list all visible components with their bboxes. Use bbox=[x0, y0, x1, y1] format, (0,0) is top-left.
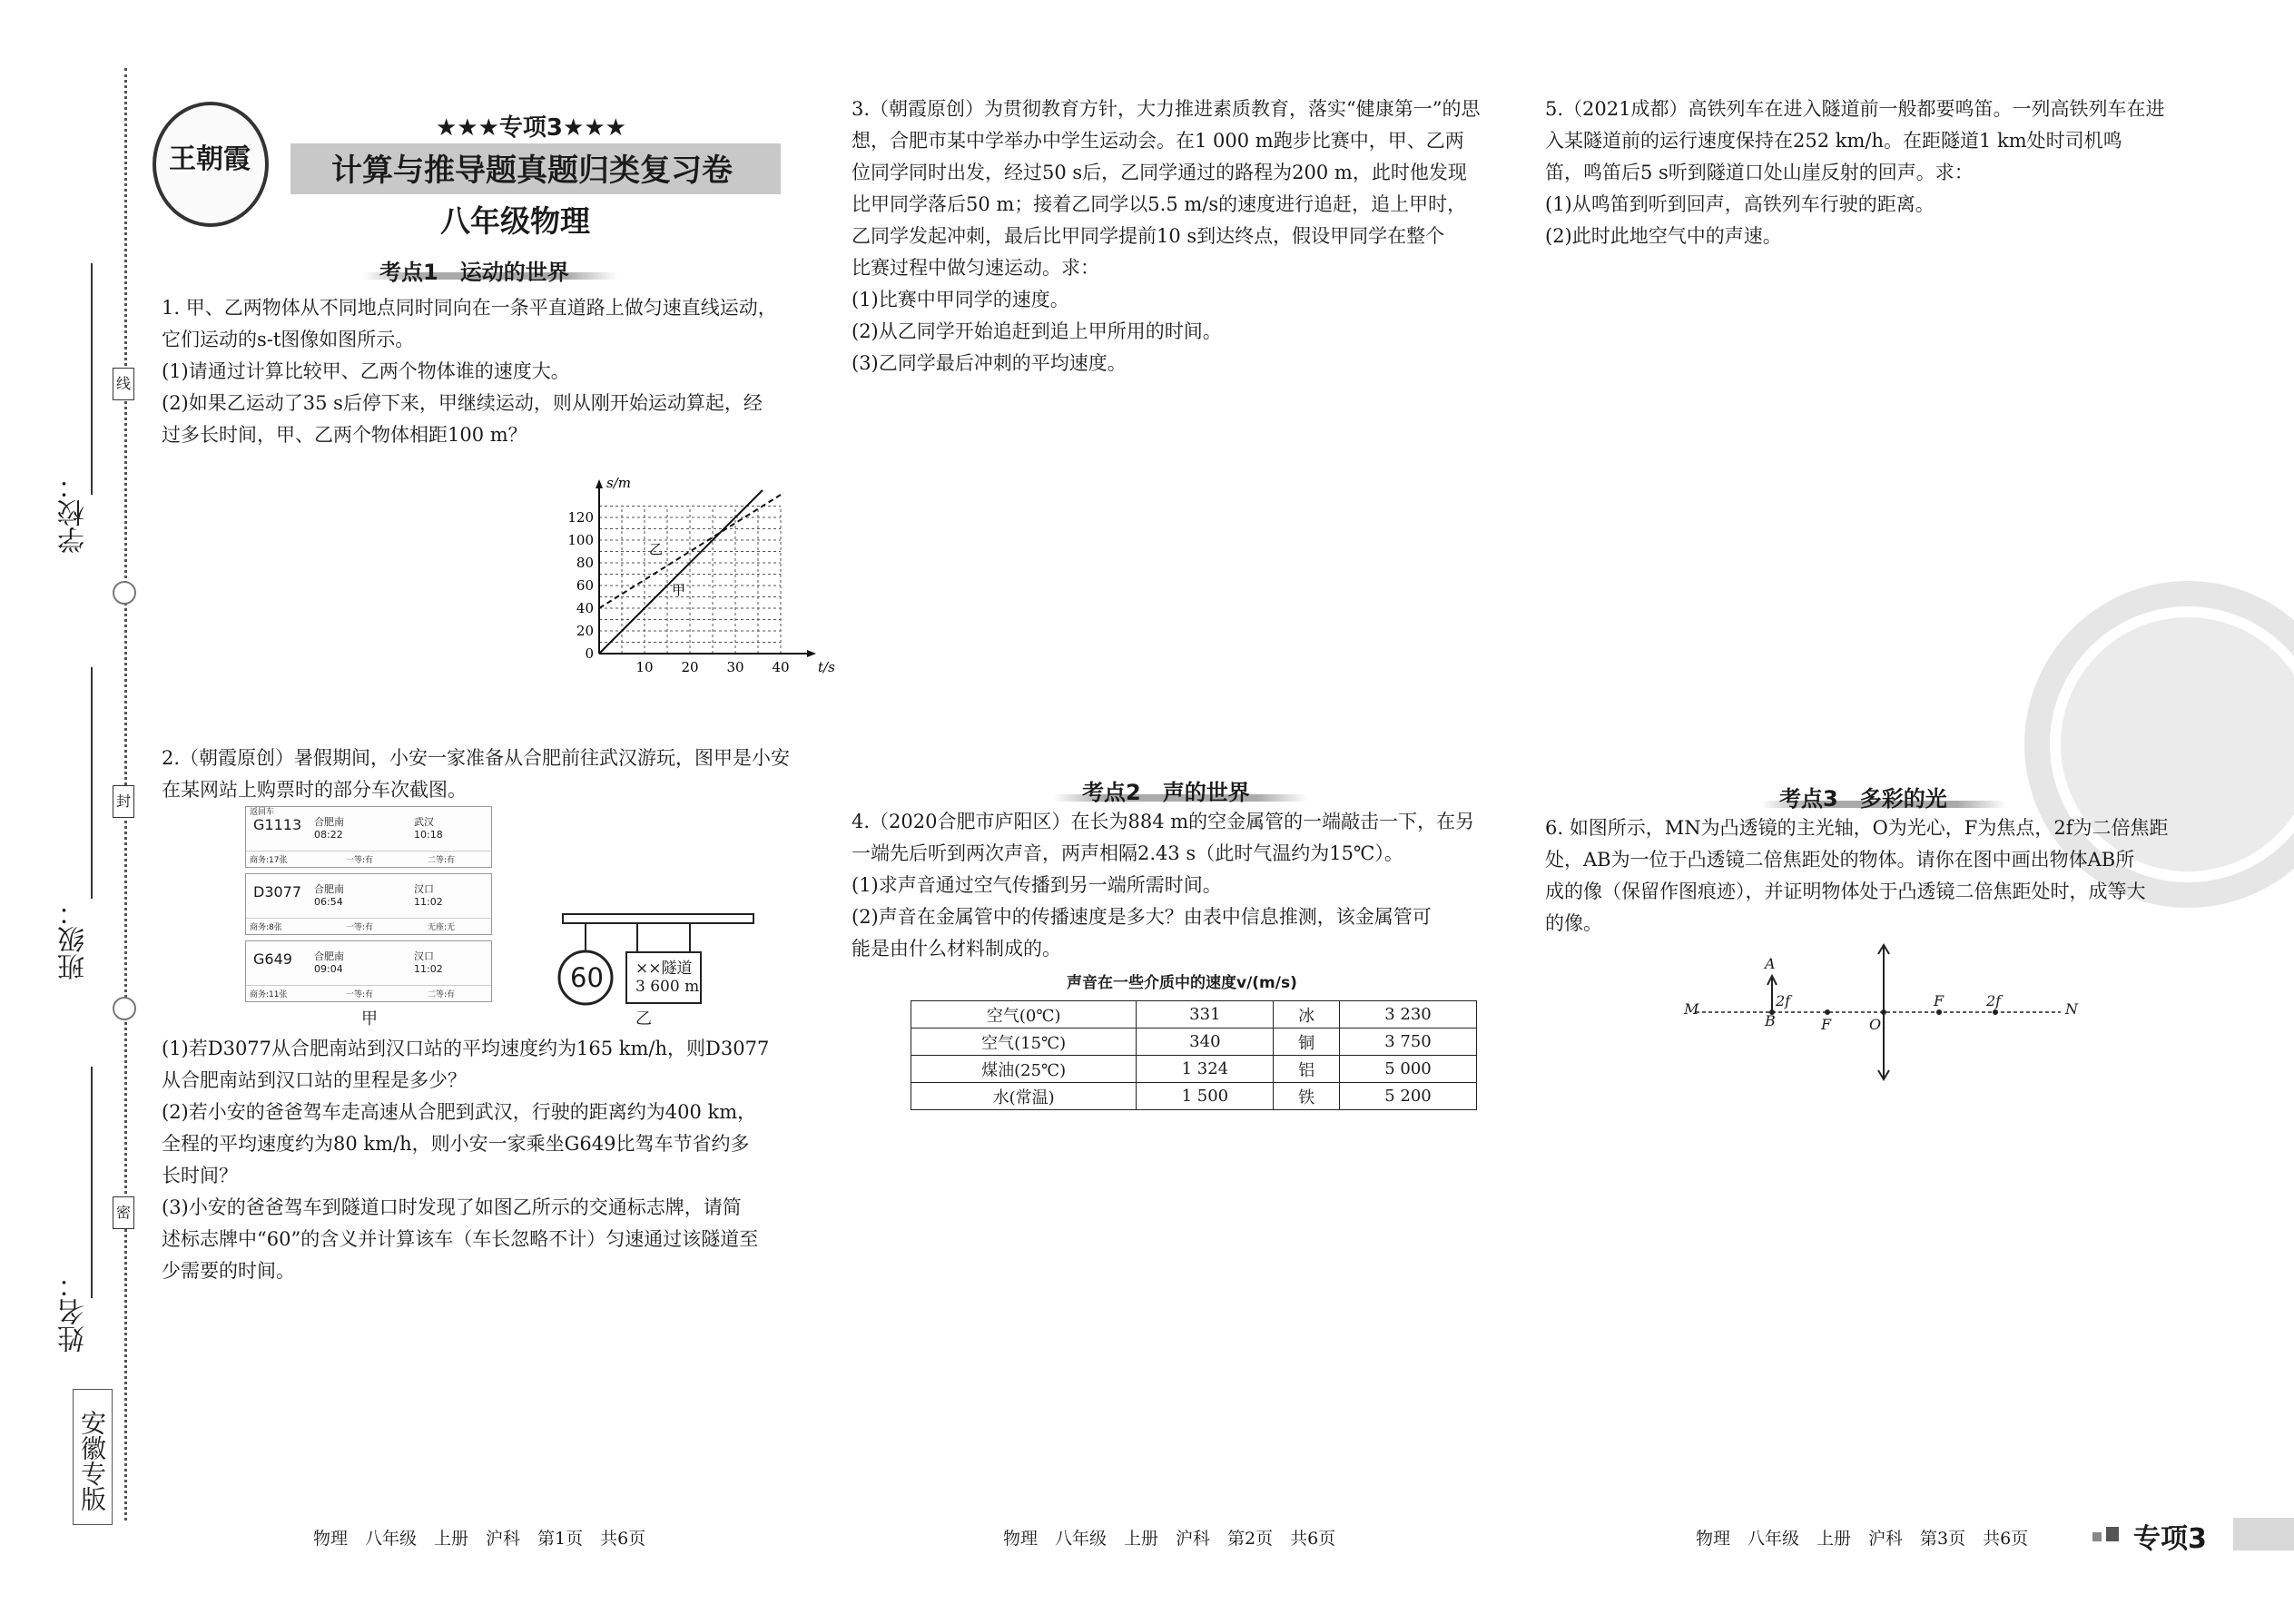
table-row bbox=[911, 1056, 1477, 1083]
label-a: A bbox=[1765, 955, 1776, 972]
binding-box-xian: 线 bbox=[113, 368, 134, 400]
series-line-jia bbox=[599, 490, 763, 654]
q2-part-line: 述标志牌中“60”的含义并计算该车（车长忽略不计）匀速通过该隧道至 bbox=[162, 1228, 759, 1250]
footer-tab bbox=[2233, 1518, 2294, 1550]
dep-time: 06:54 bbox=[314, 896, 343, 908]
to-station: 汉口 bbox=[414, 883, 434, 895]
q4-line: (1)求声音通过空气传播到另一端所需时间。 bbox=[852, 874, 1222, 896]
table-row bbox=[911, 1029, 1477, 1056]
name-underline bbox=[91, 1067, 93, 1298]
footer-page-3: 物理 八年级 上册 沪科 第3页 共6页 bbox=[1696, 1529, 2029, 1549]
class-label: 班级： bbox=[58, 899, 90, 980]
figure-label-yi: 乙 bbox=[635, 1009, 652, 1029]
x-axis-arrow bbox=[807, 650, 816, 657]
series-label-jia: 甲 bbox=[672, 582, 686, 598]
section-title-3: 考点3 多彩的光 bbox=[1779, 786, 1947, 812]
class-underline bbox=[91, 667, 93, 899]
q2-part-line: (3)小安的爸爸驾车到隧道口时发现了如图乙所示的交通标志牌，请简 bbox=[162, 1196, 742, 1218]
label-o: O bbox=[1869, 1016, 1882, 1033]
q3-line: (2)从乙同学开始追赶到追上甲所用的时间。 bbox=[852, 320, 1222, 342]
arr-time: 11:02 bbox=[414, 896, 443, 908]
q5-line: (2)此时此地空气中的声速。 bbox=[1545, 225, 1782, 247]
seat-info bbox=[246, 851, 491, 868]
table-cell: 331 bbox=[1137, 1001, 1274, 1029]
s-t-chart bbox=[545, 472, 835, 681]
table-cell: 1 324 bbox=[1137, 1056, 1274, 1083]
q1-line: 它们运动的s-t图像如图所示。 bbox=[162, 329, 415, 350]
table-cell: 340 bbox=[1137, 1029, 1274, 1056]
x-tick-label: 20 bbox=[681, 659, 699, 675]
to-station: 汉口 bbox=[414, 950, 434, 962]
question-1 bbox=[162, 292, 777, 451]
q3-line: 乙同学发起冲刺，最后比甲同学提前10 s到达终点，假设甲同学在整个 bbox=[852, 225, 1445, 247]
q5-line: 入某隧道前的运行速度保持在252 km/h。在距隧道1 km处时司机鸣 bbox=[1545, 130, 2122, 152]
label-2f-left: 2f bbox=[1776, 992, 1791, 1009]
q6-line: 成的像（保留作图痕迹），并证明物体处于凸透镜二倍焦距处时，成等大 bbox=[1545, 881, 2146, 902]
table-cell: 5 200 bbox=[1339, 1083, 1476, 1110]
footer-page-1: 物理 八年级 上册 沪科 第1页 共6页 bbox=[313, 1529, 646, 1549]
binding-hole bbox=[113, 581, 136, 605]
table-cell: 3 230 bbox=[1339, 1001, 1476, 1029]
q5-line: 5.（2021成都）高铁列车在进入隧道前一般都要鸣笛。一列高铁列车在进 bbox=[1545, 98, 2165, 120]
y-tick-label: 40 bbox=[576, 600, 594, 616]
seat-class: 一等:有 bbox=[346, 856, 374, 865]
q1-line: (2)如果乙运动了35 s后停下来，甲继续运动，则从刚开始运动算起，经 bbox=[162, 392, 763, 414]
y-tick-label: 100 bbox=[567, 532, 594, 548]
q2-line: 在某网站上购票时的部分车次截图。 bbox=[162, 779, 467, 801]
table-cell: 冰 bbox=[1274, 1001, 1340, 1029]
label-2f-right: 2f bbox=[1986, 992, 2002, 1009]
question-5 bbox=[1545, 94, 2164, 252]
series-label: ★★★专项3★★★ bbox=[436, 114, 626, 142]
dep-time: 08:22 bbox=[314, 829, 343, 841]
q4-line: (2)声音在金属管中的传播速度是多大？由表中信息推测，该金属管可 bbox=[852, 906, 1432, 928]
brand-logo-text: 王朝霞 bbox=[169, 143, 251, 175]
q1-line: 1. 甲、乙两物体从不同地点同时同向在一条平直道路上做匀速直线运动， bbox=[162, 297, 777, 319]
seat-class: 商务:17张 bbox=[250, 856, 288, 865]
train-code: G1113 bbox=[253, 816, 302, 833]
seat-class: 商务:8张 bbox=[250, 923, 282, 932]
from-station: 合肥南 bbox=[314, 816, 344, 828]
label-f-left: F bbox=[1821, 1016, 1832, 1033]
q2-line: 2.（朝霞原创）暑假期间，小安一家准备从合肥前往武汉游玩，图甲是小安 bbox=[162, 747, 791, 769]
ticket-header: 返回车 bbox=[250, 808, 275, 817]
q2-part-line: 从合肥南站到汉口站的里程是多少？ bbox=[162, 1069, 467, 1091]
table-cell: 3 750 bbox=[1339, 1029, 1476, 1056]
question-3 bbox=[852, 94, 1481, 379]
lens-diagram bbox=[1670, 940, 2088, 1085]
q2-part-line: 长时间？ bbox=[162, 1165, 238, 1186]
train-code: D3077 bbox=[253, 883, 302, 901]
table-cell: 水(常温) bbox=[911, 1083, 1137, 1110]
q3-line: (1)比赛中甲同学的速度。 bbox=[852, 289, 1069, 310]
label-m: M bbox=[1684, 1000, 1699, 1018]
tunnel-name: ××隧道 bbox=[635, 960, 693, 978]
tunnel-length: 3 600 m bbox=[635, 978, 700, 996]
q3-line: 比赛过程中做匀速运动。求： bbox=[852, 257, 1099, 279]
table-cell: 铝 bbox=[1274, 1056, 1340, 1083]
y-tick-label: 60 bbox=[576, 577, 594, 594]
table-cell: 空气(15℃) bbox=[911, 1029, 1137, 1056]
origin-label: 0 bbox=[585, 645, 594, 662]
school-underline bbox=[91, 263, 93, 495]
train-code: G649 bbox=[253, 950, 292, 968]
q3-line: (3)乙同学最后冲刺的平均速度。 bbox=[852, 352, 1127, 374]
arr-time: 11:02 bbox=[414, 963, 443, 975]
ticket-row bbox=[245, 940, 492, 1002]
x-tick-label: 30 bbox=[726, 659, 744, 675]
q3-line: 比甲同学落后50 m；接着乙同学以5.5 m/s的速度进行追赶，追上甲时， bbox=[852, 193, 1467, 215]
q2-part-line: (2)若小安的爸爸驾车走高速从合肥到武汉，行驶的距离约为400 km， bbox=[162, 1101, 757, 1123]
q6-line: 的像。 bbox=[1545, 912, 1602, 934]
q2-part-line: 全程的平均速度约为80 km/h，则小安一家乘坐G649比驾车节省约多 bbox=[162, 1133, 750, 1155]
seat-class: 商务:11张 bbox=[250, 990, 288, 999]
question-2-parts bbox=[162, 1033, 769, 1287]
table-cell: 铜 bbox=[1274, 1029, 1340, 1056]
q6-line: 处，AB为一位于凸透镜二倍焦距处的物体。请你在图中画出物体AB所 bbox=[1545, 849, 2135, 871]
y-axis-arrow bbox=[596, 479, 603, 488]
twof-right bbox=[1993, 1009, 1998, 1015]
y-axis-label: s/m bbox=[606, 475, 631, 491]
x-tick-label: 10 bbox=[635, 659, 654, 675]
focus-left bbox=[1825, 1009, 1830, 1015]
x-axis-label: t/s bbox=[818, 659, 835, 675]
table-cell: 煤油(25℃) bbox=[911, 1056, 1137, 1083]
q2-part-line: (1)若D3077从合肥南站到汉口站的平均速度约为165 km/h，则D3077 bbox=[162, 1038, 770, 1059]
x-tick-label: 40 bbox=[772, 659, 790, 675]
table-row bbox=[911, 1001, 1477, 1029]
page-subtitle: 八年级物理 bbox=[440, 203, 590, 239]
question-6 bbox=[1545, 812, 2169, 940]
focus-right bbox=[1936, 1009, 1942, 1015]
table-cell: 空气(0℃) bbox=[911, 1001, 1137, 1029]
figure-label-jia: 甲 bbox=[361, 1009, 378, 1029]
seat-class: 无座:无 bbox=[428, 923, 456, 932]
binding-hole bbox=[113, 997, 136, 1020]
arr-time: 10:18 bbox=[414, 829, 443, 841]
binding-box-feng: 封 bbox=[113, 785, 134, 818]
q2-part-line: 少需要的时间。 bbox=[162, 1260, 295, 1282]
q3-line: 3.（朝霞原创）为贯彻教育方针，大力推进素质教育，落实“健康第一”的思 bbox=[852, 98, 1481, 120]
q1-line: (1)请通过计算比较甲、乙两个物体谁的速度大。 bbox=[162, 360, 570, 382]
speed-table bbox=[911, 1000, 1477, 1110]
speed-limit-value: 60 bbox=[570, 962, 604, 993]
y-tick-label: 120 bbox=[567, 509, 594, 526]
y-tick-label: 80 bbox=[576, 555, 594, 571]
ticket-row bbox=[245, 873, 492, 935]
binding-box-mi: 密 bbox=[113, 1196, 134, 1229]
q3-line: 位同学同时出发，经过50 s后，乙同学通过的路程为200 m，此时他发现 bbox=[852, 162, 1467, 183]
section-title-1: 考点1 运动的世界 bbox=[379, 260, 569, 285]
seat-class: 一等:有 bbox=[346, 990, 374, 999]
table-cell: 5 000 bbox=[1339, 1056, 1476, 1083]
from-station: 合肥南 bbox=[314, 883, 344, 895]
table-cell: 铁 bbox=[1274, 1083, 1340, 1110]
province-tag: 安徽专版 bbox=[73, 1389, 113, 1525]
footer-tag: 专项3 bbox=[2133, 1523, 2207, 1555]
q4-line: 一端先后听到两次声音，两声相隔2.43 s（此时气温约为15℃）。 bbox=[852, 842, 1403, 864]
question-2 bbox=[162, 743, 790, 806]
sign-bar bbox=[563, 914, 753, 923]
q4-line: 能是由什么材料制成的。 bbox=[852, 938, 1061, 960]
table-cell: 1 500 bbox=[1137, 1083, 1274, 1110]
seat-class: 二等:有 bbox=[428, 856, 456, 865]
footer-decor bbox=[2106, 1527, 2119, 1541]
q3-line: 想，合肥市某中学举办中学生运动会。在1 000 m跑步比赛中，甲、乙两 bbox=[852, 130, 1464, 152]
seat-info bbox=[246, 918, 491, 935]
page-title: 计算与推导题真题归类复习卷 bbox=[331, 153, 733, 189]
school-label: 学校： bbox=[58, 472, 90, 554]
footer-page-2: 物理 八年级 上册 沪科 第2页 共6页 bbox=[1003, 1529, 1336, 1549]
q6-line: 6. 如图所示，MN为凸透镜的主光轴，O为光心，F为焦点，2f为二倍焦距 bbox=[1545, 817, 2169, 839]
name-label: 姓名： bbox=[58, 1271, 90, 1353]
y-tick-label: 20 bbox=[576, 623, 594, 639]
q5-line: (1)从鸣笛到听到回声，高铁列车行驶的距离。 bbox=[1545, 193, 1935, 215]
seat-class: 二等:有 bbox=[428, 990, 456, 999]
from-station: 合肥南 bbox=[314, 950, 344, 962]
table-row bbox=[911, 1083, 1477, 1110]
footer-decor bbox=[2092, 1532, 2102, 1541]
section-title-2: 考点2 声的世界 bbox=[1082, 780, 1250, 805]
series-label-yi: 乙 bbox=[649, 541, 664, 557]
ticket-row bbox=[245, 806, 492, 868]
label-f-right: F bbox=[1934, 992, 1944, 1009]
dep-time: 09:04 bbox=[314, 963, 343, 975]
q4-line: 4.（2020合肥市庐阳区）在长为884 m的空金属管的一端敲击一下，在另 bbox=[852, 811, 1475, 832]
optical-center bbox=[1881, 1009, 1886, 1015]
table-title: 声音在一些介质中的速度v/(m/s) bbox=[1067, 974, 1297, 992]
label-b: B bbox=[1765, 1012, 1776, 1029]
seat-class: 一等:有 bbox=[346, 923, 374, 932]
to-station: 武汉 bbox=[414, 816, 434, 828]
label-n: N bbox=[2065, 1000, 2078, 1018]
q1-line: 过多长时间，甲、乙两个物体相距100 m？ bbox=[162, 424, 527, 446]
q5-line: 笛，鸣笛后5 s听到隧道口处山崖反射的回声。求： bbox=[1545, 162, 1974, 183]
seat-info bbox=[246, 985, 491, 1002]
question-4 bbox=[852, 806, 1474, 965]
